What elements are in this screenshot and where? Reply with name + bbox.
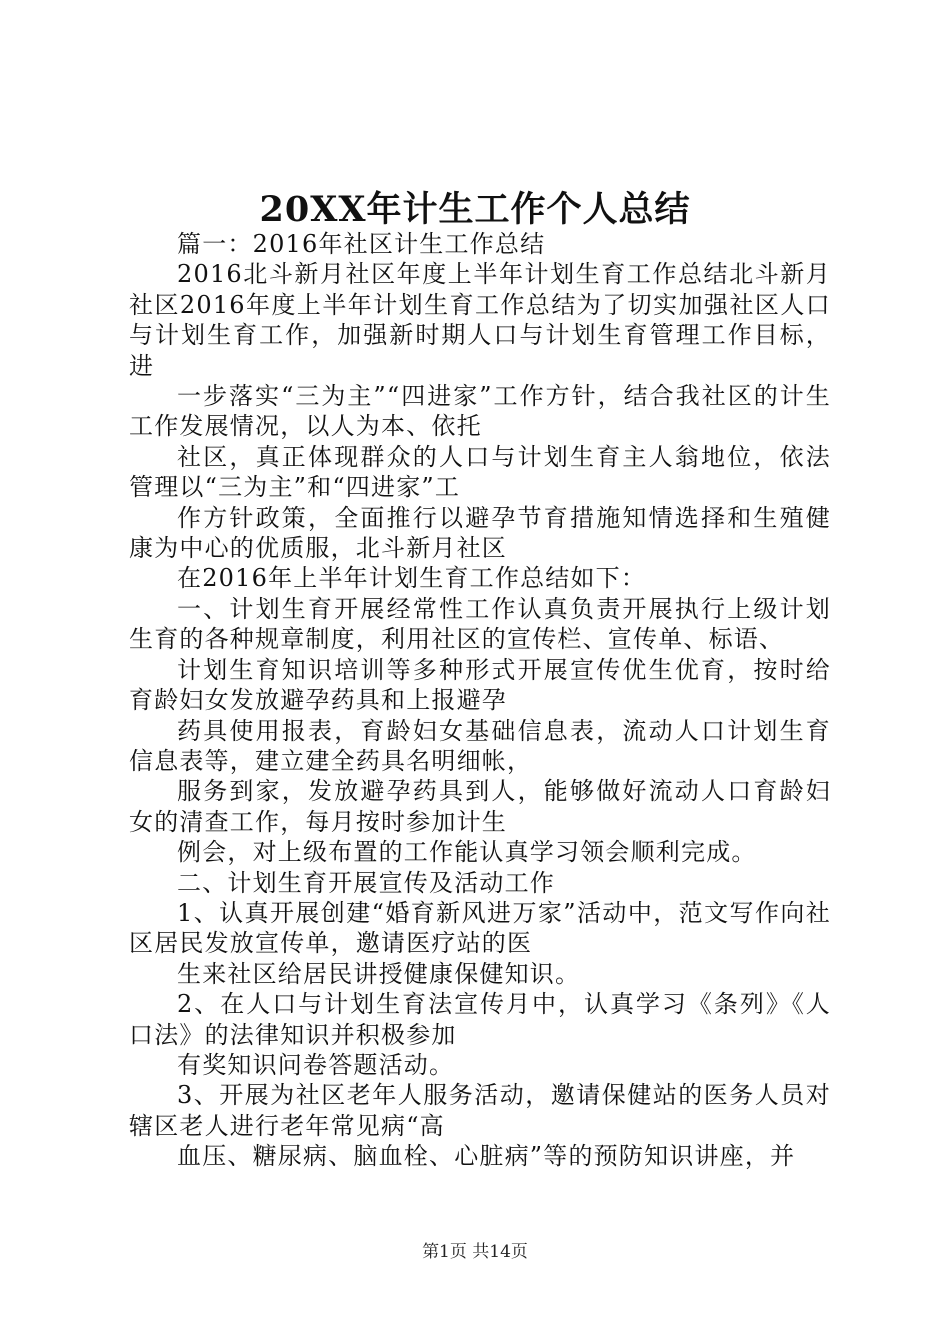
paragraph: 服务到家，发放避孕药具到人，能够做好流动人口育龄妇女的清查工作，每月按时参加计生: [129, 777, 831, 836]
paragraph: 药具使用报表，育龄妇女基础信息表，流动人口计划生育信息表等，建立建全药具名明细帐，: [129, 716, 831, 775]
paragraph: 2、在人口与计划生育法宣传月中，认真学习《条列》《人口法》的法律知识并积极参加: [129, 990, 831, 1049]
paragraph: 有奖知识问卷答题活动。: [177, 1050, 455, 1079]
paragraph: 例会，对上级布置的工作能认真学习领会顺利完成。: [177, 838, 757, 867]
page-footer: 第1页 共14页: [422, 1242, 528, 1262]
paragraph: 2016北斗新月社区年度上半年计划生育工作总结北斗新月社区2016年度上半年计划生育工作总结为了切实加强社区人口与计划生育工作，加强新时期人口与计划生育管理工作目标，进: [129, 260, 831, 380]
paragraph: 生来社区给居民讲授健康保健知识。: [177, 959, 581, 988]
paragraph: 在2016年上半年计划生育工作总结如下：: [177, 564, 647, 593]
paragraph: 一步落实“三为主”“四进家”工作方针，结合我社区的计生工作发展情况，以人为本、依托: [129, 382, 831, 441]
document-body: [129, 229, 831, 1172]
paragraph: 血压、糖尿病、脑血栓、心脏病”等的预防知识讲座，并: [177, 1142, 796, 1171]
paragraph: 作方针政策，全面推行以避孕节育措施知情选择和生殖健康为中心的优质服，北斗新月社区: [129, 503, 831, 563]
document-title: 20XX年计生工作个人总结: [259, 189, 691, 230]
paragraph: 社区，真正体现群众的人口与计划生育主人翁地位，依法管理以“三为主”和“四进家”工: [129, 442, 831, 502]
paragraph: 计划生育知识培训等多种形式开展宣传优生优育，按时给育龄妇女发放避孕药具和上报避孕: [129, 655, 831, 715]
paragraph: 一、计划生育开展经常性工作认真负责开展执行上级计划生育的各种规章制度，利用社区的宣传栏、宣传单、标语、: [129, 594, 831, 654]
paragraph: 3、开展为社区老年人服务活动，邀请保健站的医务人员对辖区老人进行老年常见病“高: [129, 1081, 831, 1140]
paragraph: 1、认真开展创建“婚育新风进万家”活动中，范文写作向社区居民发放宣传单，邀请医疗站的医: [129, 898, 831, 958]
paragraph: 二、计划生育开展宣传及活动工作: [177, 868, 555, 897]
paragraph: 篇一：2016年社区计生工作总结: [177, 230, 546, 258]
